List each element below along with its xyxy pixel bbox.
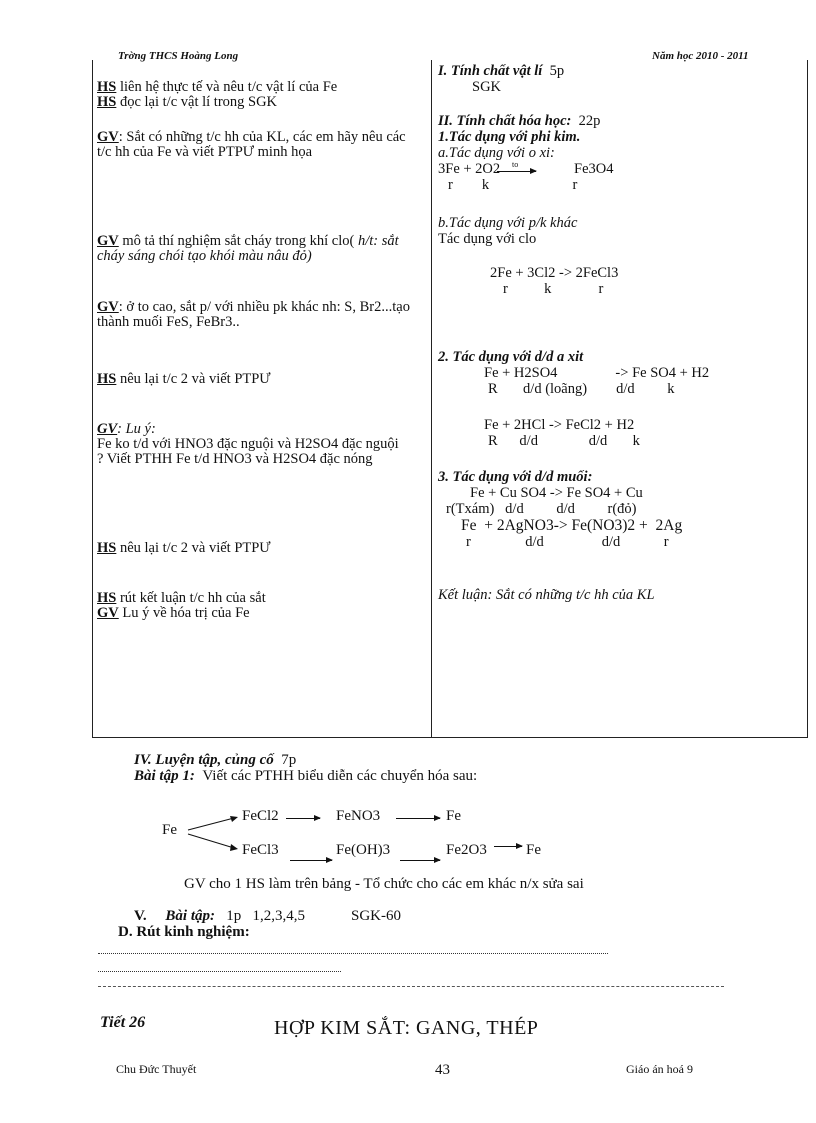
section-physical: I. Tính chất vật lí 5p <box>438 63 565 79</box>
homework-line: V. Bài tập: 1p 1,2,3,4,5 SGK-60 <box>134 908 402 924</box>
equation-2-states: r k r <box>503 281 604 297</box>
chain-feno3: FeNO3 <box>336 808 381 824</box>
conclusion: Kết luận: Sắt có những t/c hh của KL <box>438 587 655 603</box>
review-line-3 <box>98 986 724 987</box>
equation-4-states: R d/d d/d k <box>488 433 640 449</box>
footer-page-number: 43 <box>435 1062 450 1078</box>
header-school: Trờng THCS Hoàng Long <box>118 50 239 62</box>
section-chemical: II. Tính chất hóa học: 22p <box>438 113 601 129</box>
subsection-oxygen: a.Tác dụng với o xi: <box>438 145 555 161</box>
left-p2: GV: Sắt có những t/c hh của KL, các em hãy nêu các t/c hh của Fe và viết PTPƯ minh họa <box>97 129 406 160</box>
chain-arrow-5 <box>494 846 522 847</box>
subsection-acid: 2. Tác dụng với d/d a xit <box>438 349 584 365</box>
chain-arrow-3 <box>290 860 332 861</box>
subsection-chlorine: Tác dụng với clo <box>438 231 537 247</box>
subsection-nonmetal: 1.Tác dụng với phi kim. <box>438 129 581 145</box>
review-line-1 <box>98 953 608 954</box>
equation-1-right: Fe3O4 <box>574 161 614 177</box>
exercise-1: Bài tập 1: Viết các PTHH biểu diễn các chuyển hóa sau: <box>134 768 478 784</box>
chain-arrow-1 <box>286 818 320 819</box>
chain-fe-out-1: Fe <box>446 808 461 824</box>
chain-fecl2: FeCl2 <box>242 808 279 824</box>
chain-feoh3: Fe(OH)3 <box>336 842 391 858</box>
equation-1-states: r k r <box>448 177 578 193</box>
left-p6: HS nêu lại t/c 2 và viết PTPƯ <box>97 540 271 556</box>
lesson-number: Tiết 26 <box>100 1014 146 1031</box>
chain-arrow-4 <box>400 860 440 861</box>
lesson-title: HỢP KIM SẮT: GANG, THÉP <box>274 1017 539 1039</box>
left-p5: HS nêu lại t/c 2 và viết PTPƯ <box>97 371 271 387</box>
review-heading: D. Rút kinh nghiệm: <box>118 924 250 940</box>
left-p4: GV: ở to cao, sắt p/ với nhiều pk khác nh: S, Br2...tạo thành muối FeS, FeBr3.. <box>97 299 410 330</box>
practice-gv-note: GV cho 1 HS làm trên bảng - Tổ chức cho các em khác n/x sửa sai <box>184 876 584 892</box>
review-line-2 <box>98 971 341 972</box>
equation-2: 2Fe + 3Cl2 -> 2FeCl3 <box>490 265 619 281</box>
left-note: GV: Lu ý: Fe ko t/d với HNO3 đặc nguội và H2SO4 đặc nguội ? Viết PTHH Fe t/d HNO3 và H2SO4 đặc nóng <box>97 421 399 467</box>
equation-5: Fe + Cu SO4 -> Fe SO4 + Cu <box>470 485 643 501</box>
equation-6: Fe + 2AgNO3-> Fe(NO3)2 + 2Ag <box>461 517 683 534</box>
subsection-other-nonmetal: b.Tác dụng với p/k khác <box>438 215 578 231</box>
chain-fecl3: FeCl3 <box>242 842 279 858</box>
chain-arrow-2 <box>396 818 440 819</box>
equation-3: Fe + H2SO4 -> Fe SO4 + H2 <box>484 365 710 381</box>
chain-fe2o3: Fe2O3 <box>446 842 487 858</box>
section-physical-body: SGK <box>472 79 502 95</box>
left-p3: GV mô tả thí nghiệm sắt cháy trong khí clo( h/t: sắt cháy sáng chói tạo khói màu nâu đỏ) <box>97 233 399 264</box>
subsection-salt: 3. Tác dụng với d/d muối: <box>438 469 593 485</box>
left-p1: HS liên hệ thực tế và nêu t/c vật lí của Fe HS đọc lại t/c vật lí trong SGK <box>97 79 338 110</box>
equation-1-arrow <box>497 171 536 172</box>
equation-3-states: R d/d (loãng) d/d k <box>488 381 675 397</box>
left-p7: HS rút kết luận t/c hh của sắt GV Lu ý về hóa trị của Fe <box>97 590 266 621</box>
chain-fe-start: Fe <box>162 822 177 838</box>
footer-book: Giáo án hoá 9 <box>626 1062 693 1076</box>
header-year: Năm học 2010 - 2011 <box>652 50 749 62</box>
footer-author: Chu Đức Thuyết <box>116 1062 197 1076</box>
practice-heading: IV. Luyện tập, củng cố 7p <box>134 752 297 768</box>
chain-fe-out-2: Fe <box>526 842 541 858</box>
equation-6-states: r d/d d/d r <box>466 534 669 550</box>
equation-1-left: 3Fe + 2O2 <box>438 161 501 177</box>
equation-5-states: r(Txám) d/d d/d r(đỏ) <box>446 501 637 517</box>
equation-1-condition: to <box>512 160 519 169</box>
equation-4: Fe + 2HCl -> FeCl2 + H2 <box>484 417 635 433</box>
column-divider <box>431 60 432 737</box>
chain-branch-arrows <box>186 812 242 854</box>
